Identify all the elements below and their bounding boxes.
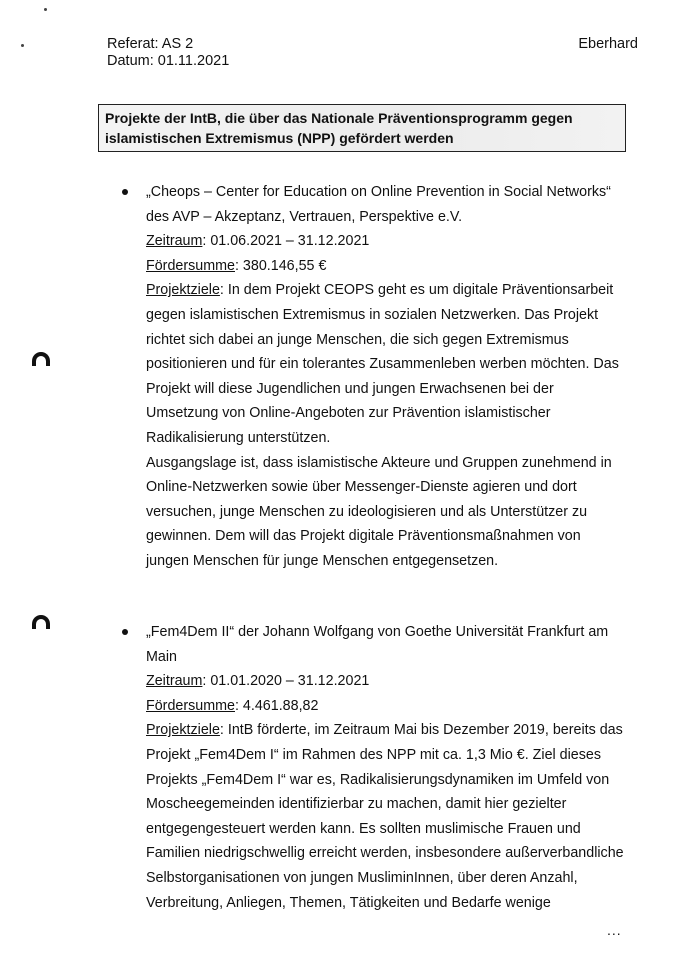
body-line: entgegengesteuert werden kann. Es sollten muslimische Frauen und: [146, 820, 581, 837]
project-heading-line-2: Main: [146, 648, 177, 665]
project-entry-cheops: [146, 180, 646, 574]
projektziele-row: [146, 278, 646, 303]
zeitraum-row: [146, 229, 646, 254]
foerdersumme-row: [146, 694, 646, 719]
body-line: Projekts „Fem4Dem I“ war es, Radikalisierungsdynamiken im Umfeld von: [146, 771, 610, 788]
punch-hole-mark: [32, 352, 50, 366]
datum-line: Datum: 01.11.2021: [107, 53, 230, 69]
foerdersumme-value: : 380.146,55 €: [234, 257, 327, 274]
body-line: jungen Menschen für junge Menschen entgegensetzen.: [146, 552, 499, 569]
projektziele-row: [146, 718, 646, 743]
zeitraum-value: : 01.06.2021 – 31.12.2021: [202, 233, 370, 250]
foerdersumme-label: Fördersumme: [146, 697, 235, 714]
body-line: Radikalisierung unterstützen.: [146, 429, 331, 446]
body-line: Projekt will diese Jugendlichen und jungen Erwachsenen bei der: [146, 380, 554, 397]
body-line: Familien niedrigschwellig erreicht werden, insbesondere außerverbandliche: [146, 845, 624, 862]
body-line: Ausgangslage ist, dass islamistische Akteure und Gruppen zunehmend in: [146, 454, 612, 471]
title-line-1: Projekte der IntB, die über das Nationale Präventionsprogramm gegen: [105, 110, 573, 126]
author-name: Eberhard: [578, 36, 638, 52]
body-line: : IntB förderte, im Zeitraum Mai bis Dezember 2019, bereits das: [219, 722, 623, 739]
referat-line: Referat: AS 2: [107, 36, 194, 52]
bullet-icon: [122, 629, 128, 635]
body-line: Selbstorganisationen von jungen MusliminInnen, über deren Anzahl,: [146, 869, 578, 886]
bullet-icon: [122, 189, 128, 195]
project-heading-line-2: des AVP – Akzeptanz, Vertrauen, Perspektive e.V.: [146, 208, 463, 225]
punch-hole-mark: [32, 615, 50, 629]
title-line-2: islamistischen Extremismus (NPP) gefördert werden: [105, 130, 454, 146]
projektziele-label: Projektziele: [146, 282, 220, 299]
body-line: richtet sich dabei an junge Menschen, die sich gegen Extremismus: [146, 331, 569, 348]
body-line: Umsetzung von Online-Angeboten zur Prävention islamistischer: [146, 405, 551, 422]
zeitraum-row: [146, 669, 646, 694]
projektziele-label: Projektziele: [146, 722, 220, 739]
foerdersumme-row: [146, 254, 646, 279]
document-title-box: [98, 104, 626, 152]
document-meta: [107, 36, 229, 70]
body-line: Online-Netzwerken sowie über Messenger-Dienste agieren und dort: [146, 479, 577, 496]
foerdersumme-label: Fördersumme: [146, 257, 235, 274]
body-line: : In dem Projekt CEOPS geht es um digitale Präventionsarbeit: [219, 282, 614, 299]
zeitraum-label: Zeitraum: [146, 673, 203, 690]
body-line: versuchen, junge Menschen zu ideologisieren und als Unterstützer zu: [146, 503, 588, 520]
scan-speck: [21, 44, 24, 47]
zeitraum-value: : 01.01.2020 – 31.12.2021: [202, 673, 370, 690]
body-line: Verbreitung, Anliegen, Themen, Tätigkeiten und Bedarfe wenige: [146, 894, 551, 911]
project-heading-line-1: „Fem4Dem II“ der Johann Wolfgang von Goethe Universität Frankfurt am: [146, 624, 609, 640]
foerdersumme-value: : 4.461.88,82: [234, 697, 319, 714]
scan-speck: [44, 8, 47, 11]
project-heading-line-1: „Cheops – Center for Education on Online Prevention in Social Networks“: [146, 184, 611, 200]
body-line: Moscheegemeinden identifizierbar zu machen, damit hier gezielter: [146, 796, 567, 813]
body-line: Projekt „Fem4Dem I“ im Rahmen des NPP mit ca. 1,3 Mio €. Ziel dieses: [146, 746, 602, 763]
body-line: gegen islamistischen Extremismus in sozialen Netzwerken. Das Projekt: [146, 306, 599, 323]
zeitraum-label: Zeitraum: [146, 233, 203, 250]
project-entry-fem4dem: [146, 620, 646, 915]
body-line: gewinnen. Dem will das Projekt digitale Präventionsmaßnahmen von: [146, 528, 581, 545]
body-line: positionieren und für ein tolerantes Zusammenleben werben möchten. Das: [146, 356, 619, 373]
continuation-ellipsis: ...: [607, 922, 622, 938]
